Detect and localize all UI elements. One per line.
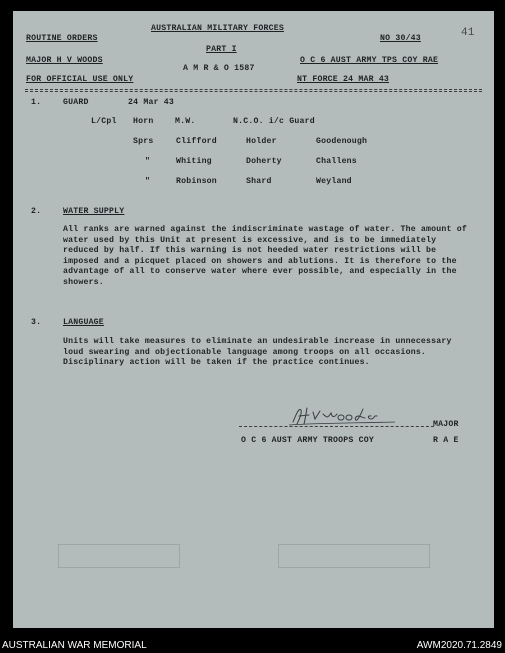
section-3-heading: LANGUAGE (63, 318, 104, 327)
guard-name: Clifford (176, 137, 217, 146)
document-title: AUSTRALIAN MILITARY FORCES (151, 24, 284, 33)
official-use-label: FOR OFFICIAL USE ONLY (26, 75, 134, 84)
section-1-heading: GUARD (63, 98, 89, 107)
archive-footer (0, 639, 505, 653)
guard-name: Weyland (316, 177, 352, 186)
guard-name: Holder (246, 137, 277, 146)
water-supply-text: All ranks are warned against the indiscriminate wastage of water. The amount of water used by this Unit at present is excessive, and is to be immediately reduced by half. If this warning is not heeded water restrictions will be imposed and a picquet placed on showers and ablutions. It is therefore to the advantage of all to conserve water where ever possible, and especially in the showers. (63, 225, 467, 287)
rank-lcpl: L/Cpl (91, 117, 117, 126)
signatory-rank: MAJOR (433, 420, 459, 429)
show-through-box (278, 544, 430, 568)
order-number: NO 30/43 (380, 34, 421, 43)
archive-name: AUSTRALIAN WAR MEMORIAL (2, 640, 147, 651)
page-number: 41 (461, 27, 475, 39)
force-date: NT FORCE 24 MAR 43 (297, 75, 390, 84)
initials-mw: M.W. (175, 117, 196, 126)
signature-line (239, 426, 434, 427)
section-1-date: 24 Mar 43 (128, 98, 175, 107)
archive-reference: AWM2020.71.2849 (416, 640, 502, 651)
show-through-box (58, 544, 180, 568)
guard-name: Doherty (246, 157, 282, 166)
section-2-number: 2. (31, 207, 42, 216)
guard-name: Shard (246, 177, 272, 186)
ditto-mark: " (145, 157, 151, 166)
language-text: Units will take measures to eliminate an undesirable increase in unnecessary loud swearing and objectionable language among troops on all occasions. Disciplinary action will be taken if the practice continues. (63, 337, 452, 367)
routine-orders-label: ROUTINE ORDERS (26, 34, 98, 43)
section-2-heading: WATER SUPPLY (63, 207, 125, 216)
officer-name: MAJOR H V WOODS (26, 56, 103, 65)
header-divider-2 (25, 91, 482, 92)
handwritten-signature (287, 404, 397, 428)
guard-name: Challens (316, 157, 357, 166)
guard-name: Whiting (176, 157, 212, 166)
rank-sprs: Sprs (133, 137, 154, 146)
guard-name: Goodenough (316, 137, 368, 146)
header-divider (25, 89, 482, 90)
document-page (13, 11, 494, 628)
part-label: PART I (206, 45, 237, 54)
unit-name: O C 6 AUST ARMY TPS COY RAE (300, 56, 439, 65)
name-horn: Horn (133, 117, 154, 126)
amr-reference: A M R & O 1587 (183, 64, 255, 73)
signatory-unit: O C 6 AUST ARMY TROOPS COY (241, 436, 374, 445)
section-3-number: 3. (31, 318, 42, 327)
guard-name: Robinson (176, 177, 217, 186)
ditto-mark: " (145, 177, 151, 186)
nco-label: N.C.O. i/c Guard (233, 117, 315, 126)
signatory-corps: R A E (433, 436, 459, 445)
section-1-number: 1. (31, 98, 42, 107)
